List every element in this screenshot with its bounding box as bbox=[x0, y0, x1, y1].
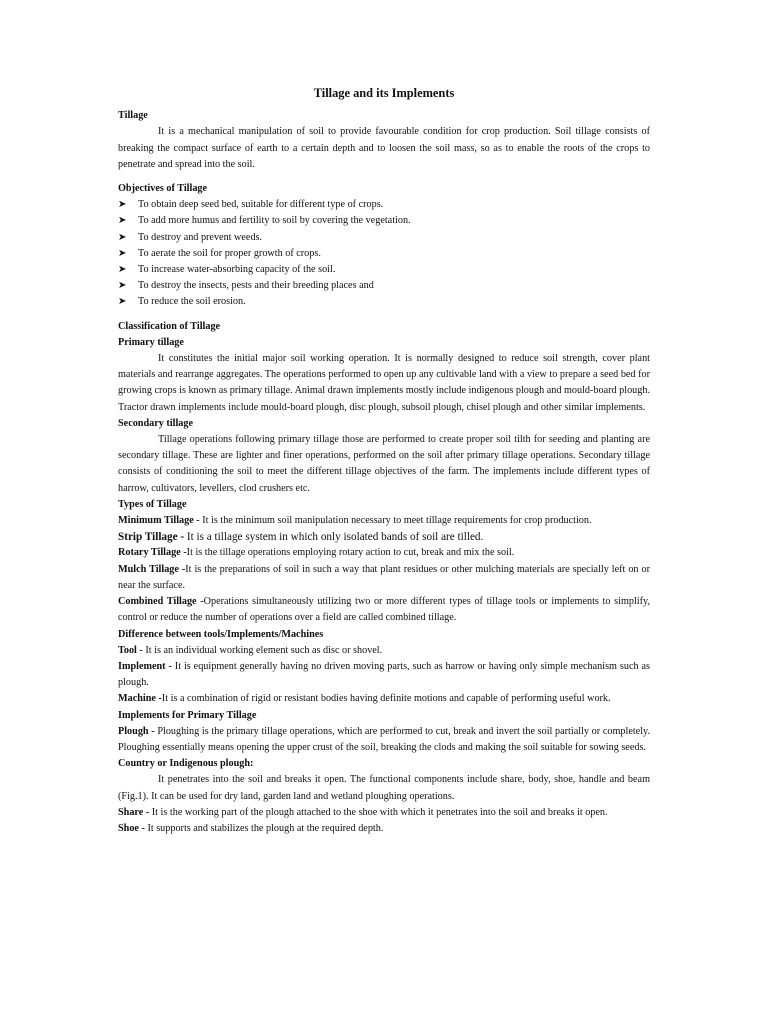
mulch-tillage-definition: Mulch Tillage -It is the preparations of soil in such a way that plant residues or other mulching materials are specially left on or near the surface. bbox=[118, 563, 650, 591]
objectives-list bbox=[118, 197, 650, 310]
list-item: ➤ To increase water-absorbing capacity of the soil. bbox=[118, 262, 650, 278]
arrow-bullet-icon: ➤ bbox=[118, 215, 127, 227]
arrow-bullet-icon: ➤ bbox=[118, 231, 127, 243]
difference-heading: Difference between tools/Implements/Machines bbox=[118, 628, 324, 640]
term: Shoe - bbox=[118, 822, 148, 834]
term: Share - bbox=[118, 806, 152, 818]
shoe-definition: Shoe - It supports and stabilizes the plough at the required depth. bbox=[118, 822, 384, 834]
secondary-tillage-paragraph: Tillage operations following primary tillage those are performed to create proper soil tilth for seeding and planting are secondary tillage. These are lighter and finer operations, performed on the soil after primary tillage operations. Secondary tillage consists of conditioning the soil to meet the different tillage objectives of the farm. The implements include different types of harrow, cultivators, levellers, clod crushers etc. bbox=[118, 434, 650, 494]
term: Rotary Tillage - bbox=[118, 547, 187, 559]
types-heading: Types of Tillage bbox=[118, 498, 187, 510]
share-definition: Share - It is the working part of the plough attached to the shoe with which it penetrates into the soil and breaks it open. bbox=[118, 806, 608, 818]
term: Minimum Tillage - bbox=[118, 515, 203, 527]
combined-tillage-definition: Combined Tillage -Operations simultaneously utilizing two or more different types of tillage tools or implements to simplify, control or reduce the number of operations over a field are called combined tillage. bbox=[118, 596, 650, 624]
arrow-bullet-icon: ➤ bbox=[118, 199, 127, 211]
list-item: ➤ To aerate the soil for proper growth of crops. bbox=[118, 246, 650, 262]
list-item: ➤ To obtain deep seed bed, suitable for different type of crops. bbox=[118, 197, 650, 213]
primary-tillage-heading: Primary tillage bbox=[118, 336, 184, 348]
term: Implement - bbox=[118, 660, 175, 672]
tillage-paragraph: It is a mechanical manipulation of soil to provide favourable condition for crop production. Soil tillage consists of breaking the compact surface of earth to a certain depth and to loosen the soil mass, so as to enable the roots of the crops to penetrate and spread into the soil. bbox=[118, 126, 650, 170]
primary-tillage-paragraph: It constitutes the initial major soil working operation. It is normally designed to reduce soil strength, cover plant materials and rearrange aggregates. The operations performed to open up any cultivable land with a view to prepare a seed bed for growing crops is known as primary tillage. Animal drawn implements mostly include indigenous plough and mould-board plough. Tractor drawn implements include mould-board plough, disc plough, subsoil plough, chisel plough and other similar implements. bbox=[118, 353, 650, 413]
term: Tool - bbox=[118, 644, 146, 656]
list-item: ➤ To destroy the insects, pests and their breeding places and bbox=[118, 278, 650, 294]
list-item: ➤ To add more humus and fertility to soil by covering the vegetation. bbox=[118, 213, 650, 229]
machine-definition: Machine -It is a combination of rigid or resistant bodies having definite motions and capable of performing useful work. bbox=[118, 693, 611, 705]
page-title: Tillage and its Implements bbox=[313, 86, 455, 100]
country-plough-paragraph: It penetrates into the soil and breaks it open. The functional components include share, body, shoe, handle and beam (Fig.1). It can be used for dry land, garden land and wetland ploughing operations. bbox=[118, 774, 650, 802]
list-item: ➤ To reduce the soil erosion. bbox=[118, 294, 650, 310]
implement-definition: Implement - It is equipment generally having no driven moving parts, such as harrow or having only simple mechanism such as plough. bbox=[118, 660, 650, 689]
term: Combined Tillage - bbox=[118, 596, 204, 608]
classification-heading: Classification of Tillage bbox=[118, 320, 221, 332]
plough-definition: Plough - Ploughing is the primary tillage operations, which are performed to cut, break and invert the soil partially or completely. Ploughing essentially means opening the upper crust of the soil, breaking the clods and making the soil suitable for sowing seeds. bbox=[118, 725, 650, 753]
secondary-tillage-heading: Secondary tillage bbox=[118, 417, 193, 429]
tillage-heading: Tillage bbox=[118, 110, 148, 122]
country-plough-heading: Country or Indigenous plough: bbox=[118, 758, 254, 770]
minimum-tillage-definition: Minimum Tillage - It is the minimum soil manipulation necessary to meet tillage requirements for crop production. bbox=[118, 515, 592, 527]
document-content bbox=[118, 85, 650, 837]
term: Strip Tillage - bbox=[118, 531, 187, 544]
arrow-bullet-icon: ➤ bbox=[118, 296, 127, 308]
rotary-tillage-definition: Rotary Tillage -It is the tillage operations employing rotary action to cut, break and mix the soil. bbox=[118, 547, 515, 559]
arrow-bullet-icon: ➤ bbox=[118, 280, 127, 292]
objectives-heading: Objectives of Tillage bbox=[118, 183, 208, 195]
tool-definition: Tool - It is an individual working element such as disc or shovel. bbox=[118, 644, 383, 656]
arrow-bullet-icon: ➤ bbox=[118, 264, 127, 276]
list-item: ➤ To destroy and prevent weeds. bbox=[118, 230, 650, 246]
term: Plough - bbox=[118, 725, 158, 737]
term: Machine - bbox=[118, 693, 162, 705]
strip-tillage-definition: Strip Tillage - It is a tillage system in which only isolated bands of soil are tilled. bbox=[118, 531, 484, 544]
arrow-bullet-icon: ➤ bbox=[118, 247, 127, 259]
term: Mulch Tillage - bbox=[118, 563, 186, 575]
implements-heading: Implements for Primary Tillage bbox=[118, 709, 257, 721]
